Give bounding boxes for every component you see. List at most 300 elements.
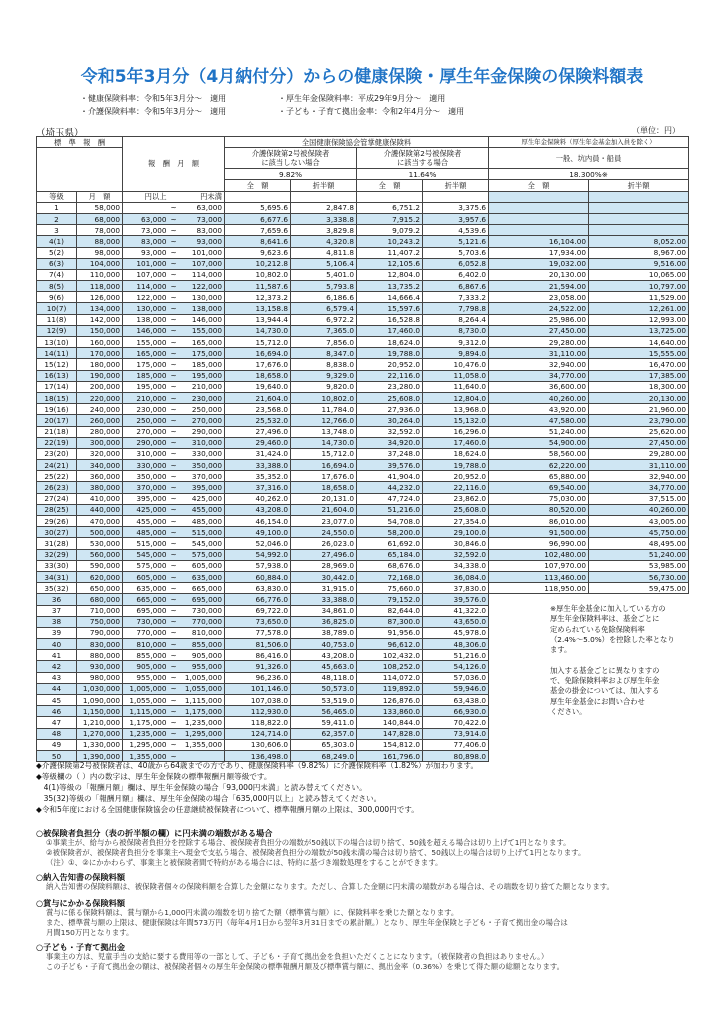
nursing-total-cell: 61,692.0 <box>357 538 423 549</box>
health-half-cell: 53,519.0 <box>291 695 357 706</box>
nursing-total-cell: 154,812.0 <box>357 739 423 750</box>
health-total-cell: 91,326.0 <box>225 661 291 672</box>
health-half-cell: 3,829.8 <box>291 225 357 236</box>
to-header: 円未満 <box>179 191 225 202</box>
salary-to-cell: 350,000 <box>179 460 225 471</box>
pension-total-cell: 17,934.00 <box>489 247 589 258</box>
health-half-cell: 65,303.0 <box>291 739 357 750</box>
health-half-cell: 21,604.0 <box>291 504 357 515</box>
salary-tilde-cell: ~ <box>170 460 177 470</box>
table-row <box>37 348 689 359</box>
standard-monthly-cell: 142,000 <box>77 314 123 325</box>
salary-tilde-cell: ~ <box>170 404 177 414</box>
grade-cell: 17(14) <box>37 381 77 392</box>
health-half-cell: 23,077.0 <box>291 516 357 527</box>
nursing-yes-header: 介護保険第2号被保険者 に該当する場合 <box>357 148 489 169</box>
salary-from-cell: 330,000 <box>123 460 169 471</box>
nursing-total-cell: 87,300.0 <box>357 616 423 627</box>
health-half-cell: 4,320.8 <box>291 236 357 247</box>
pension-total-cell: 62,220.00 <box>489 460 589 471</box>
section-body: ②被保険者が、被保険者負担分を事業主へ現金で支払う場合、被保険者負担分の端数が50銭未満の場合は切り捨て、50銭以上の場合は切り上げて1円となります。 <box>46 848 586 857</box>
grade-spacer <box>37 148 123 191</box>
table-row <box>37 314 689 325</box>
salary-to-cell: 395,000 <box>179 482 225 493</box>
nursing-total-cell: 12,105.6 <box>357 258 423 269</box>
health-total-cell: 101,146.0 <box>225 683 291 694</box>
pension-half-cell: 29,280.00 <box>589 448 689 459</box>
salary-to-cell: 122,000 <box>179 281 225 292</box>
health-total-cell: 19,640.0 <box>225 381 291 392</box>
grade-cell: 18(15) <box>37 392 77 403</box>
rate-yes-header: 11.64% <box>357 169 489 180</box>
nursing-half-cell: 59,946.0 <box>423 683 489 694</box>
section-heading: ○賞与にかかる保険料額 <box>36 898 126 908</box>
salary-tilde-cell: ~ <box>170 214 177 224</box>
pension-half-cell <box>589 739 689 750</box>
table-row <box>37 516 689 527</box>
section-body: 事業主の方は、児童手当の支給に要する費用等の一部として、子ども・子育て拠出金を負担いただくことになります。（被保険者の負担はありません。） <box>46 952 549 961</box>
health-half-cell: 43,208.0 <box>291 650 357 661</box>
nursing-half-cell: 70,422.0 <box>423 717 489 728</box>
salary-from-cell: 310,000 <box>123 448 169 459</box>
table-row <box>37 527 689 538</box>
salary-tilde-cell: ~ <box>170 706 177 716</box>
health-rate-note: ・健康保険料率：令和5年3月分～ 適用 <box>80 94 227 103</box>
salary-from-cell: 1,355,000 <box>123 750 169 761</box>
pension-half-cell: 31,110.00 <box>589 460 689 471</box>
grade-cell: 14(11) <box>37 348 77 359</box>
salary-to-cell: 230,000 <box>179 392 225 403</box>
table-row <box>37 717 689 728</box>
standard-monthly-cell: 1,150,000 <box>77 706 123 717</box>
grade-col-header: 等級 <box>37 191 77 202</box>
salary-from-cell: 350,000 <box>123 471 169 482</box>
table-row <box>37 482 689 493</box>
grade-cell: 10(7) <box>37 303 77 314</box>
nursing-half-cell: 34,338.0 <box>423 560 489 571</box>
salary-to-cell: 515,000 <box>179 527 225 538</box>
nursing-total-cell: 12,804.0 <box>357 269 423 280</box>
pension-total-cell: 36,600.00 <box>489 381 589 392</box>
standard-monthly-cell: 750,000 <box>77 616 123 627</box>
health-total-cell: 17,676.0 <box>225 359 291 370</box>
table-row <box>37 739 689 750</box>
pension-half-cell: 51,240.00 <box>589 549 689 560</box>
table-row <box>37 549 689 560</box>
nursing-rate-note: ・介護保険料率：令和5年3月分～ 適用 <box>80 107 227 116</box>
salary-to-cell: 905,000 <box>179 650 225 661</box>
pension-fund-note: ※厚生年金基金に加入している方の 厚生年金保険料率は、基金ごとに 定められている免除保険料率 （2.4%～5.0%）を控除した率となり ます。 加入する基金ごとに異なりますの で、免除保険料率および厚生年金 基金の掛金については、加入する 厚生年金基金にお問い合わせ ください。 <box>550 604 675 716</box>
salary-to-cell: 63,000 <box>179 202 225 213</box>
nursing-half-cell: 57,036.0 <box>423 672 489 683</box>
standard-monthly-cell: 1,330,000 <box>77 739 123 750</box>
grade-cell: 15(12) <box>37 359 77 370</box>
salary-to-cell: 290,000 <box>179 426 225 437</box>
blank-header <box>225 191 291 202</box>
nursing-total-cell: 41,904.0 <box>357 471 423 482</box>
health-half-cell: 14,730.0 <box>291 437 357 448</box>
salary-to-cell: 810,000 <box>179 627 225 638</box>
nursing-half-cell: 29,100.0 <box>423 527 489 538</box>
salary-tilde-cell: ~ <box>170 729 177 739</box>
grade-cell: 22(19) <box>37 437 77 448</box>
salary-from-cell: 83,000 <box>123 236 169 247</box>
grade-header: 標 準 報 酬 <box>37 137 123 148</box>
pension-total-cell: 43,920.00 <box>489 404 589 415</box>
pension-total-cell: 113,460.00 <box>489 571 589 582</box>
grade-cell: 1 <box>37 202 77 213</box>
salary-from-cell: 1,115,000 <box>123 706 169 717</box>
nursing-total-cell: 32,592.0 <box>357 426 423 437</box>
section-child <box>36 942 688 972</box>
salary-tilde-cell: ~ <box>170 292 177 302</box>
pension-total-cell: 107,970.00 <box>489 560 589 571</box>
footnote: 35(32)等級の「報酬月額」欄は、厚生年金保険の場合「635,000円以上」と読み替えてください。 <box>36 794 382 803</box>
salary-to-cell: 545,000 <box>179 538 225 549</box>
nursing-total-cell: 23,280.0 <box>357 381 423 392</box>
standard-monthly-cell: 680,000 <box>77 594 123 605</box>
health-half-cell: 45,663.0 <box>291 661 357 672</box>
standard-monthly-cell: 560,000 <box>77 549 123 560</box>
salary-from-cell: 93,000 <box>123 247 169 258</box>
grade-cell: 29(26) <box>37 516 77 527</box>
salary-from-cell: 605,000 <box>123 571 169 582</box>
salary-from-cell: 146,000 <box>123 325 169 336</box>
standard-monthly-cell: 110,000 <box>77 269 123 280</box>
nursing-total-cell: 47,724.0 <box>357 493 423 504</box>
nursing-half-cell: 6,867.6 <box>423 281 489 292</box>
salary-header: 報 酬 月 額 <box>123 137 225 192</box>
salary-tilde-cell: ~ <box>170 225 177 235</box>
from-header: 円以上 <box>123 191 169 202</box>
half-header: 折半額 <box>423 180 489 191</box>
health-total-cell: 7,659.6 <box>225 225 291 236</box>
pension-total-cell: 29,280.00 <box>489 337 589 348</box>
nursing-total-cell: 7,915.2 <box>357 213 423 224</box>
salary-from-cell: 130,000 <box>123 303 169 314</box>
nursing-total-cell: 20,952.0 <box>357 359 423 370</box>
health-half-cell: 59,411.0 <box>291 717 357 728</box>
pension-total-cell <box>489 717 589 728</box>
table-row <box>37 728 689 739</box>
table-row <box>37 571 689 582</box>
standard-monthly-cell: 126,000 <box>77 292 123 303</box>
standard-monthly-cell: 590,000 <box>77 560 123 571</box>
salary-to-cell: 83,000 <box>179 225 225 236</box>
nursing-total-cell: 19,788.0 <box>357 348 423 359</box>
pension-half-cell: 17,385.00 <box>589 370 689 381</box>
pension-half-cell: 12,261.00 <box>589 303 689 314</box>
standard-monthly-cell: 1,090,000 <box>77 695 123 706</box>
kosei-sub-header: 一般、坑内員・船員 <box>489 148 689 169</box>
nursing-half-cell: 36,084.0 <box>423 571 489 582</box>
nursing-total-cell: 119,892.0 <box>357 683 423 694</box>
grade-cell: 19(16) <box>37 404 77 415</box>
nursing-half-cell: 18,624.0 <box>423 448 489 459</box>
salary-from-cell: 855,000 <box>123 650 169 661</box>
grade-cell: 37 <box>37 605 77 616</box>
salary-tilde-cell: ~ <box>170 304 177 314</box>
pension-half-cell <box>589 717 689 728</box>
grade-cell: 9(6) <box>37 292 77 303</box>
health-total-cell: 77,578.0 <box>225 627 291 638</box>
health-half-cell: 10,802.0 <box>291 392 357 403</box>
health-total-cell: 16,694.0 <box>225 348 291 359</box>
salary-to-cell: 605,000 <box>179 560 225 571</box>
salary-from-cell: 270,000 <box>123 426 169 437</box>
standard-monthly-cell: 170,000 <box>77 348 123 359</box>
nursing-total-cell: 91,956.0 <box>357 627 423 638</box>
rate-no-header: 9.82% <box>225 169 357 180</box>
pension-half-cell: 15,555.00 <box>589 348 689 359</box>
salary-tilde-cell: ~ <box>170 415 177 425</box>
footnote: ◆等級欄の（ ）内の数字は、厚生年金保険の標準報酬月額等級です。 <box>36 772 272 781</box>
nursing-half-cell: 54,126.0 <box>423 661 489 672</box>
grade-cell: 7(4) <box>37 269 77 280</box>
salary-to-cell: 1,005,000 <box>179 672 225 683</box>
pension-half-cell: 43,005.00 <box>589 516 689 527</box>
nursing-half-cell: 51,216.0 <box>423 650 489 661</box>
health-total-cell: 21,604.0 <box>225 392 291 403</box>
grade-cell: 30(27) <box>37 527 77 538</box>
pension-half-cell: 40,260.00 <box>589 504 689 515</box>
health-total-cell: 66,776.0 <box>225 594 291 605</box>
salary-tilde-cell: ~ <box>170 717 177 727</box>
health-total-cell: 27,496.0 <box>225 426 291 437</box>
health-half-cell: 9,820.0 <box>291 381 357 392</box>
pension-total-cell: 75,030.00 <box>489 493 589 504</box>
salary-to-cell: 107,000 <box>179 258 225 269</box>
pension-half-cell <box>589 225 689 236</box>
table-row <box>37 426 689 437</box>
health-total-cell: 43,208.0 <box>225 504 291 515</box>
page-title: 令和5年3月分（4月納付分）からの健康保険・厚生年金保険の保険料額表 <box>80 67 644 87</box>
salary-to-cell: 155,000 <box>179 325 225 336</box>
grade-cell: 33(30) <box>37 560 77 571</box>
pension-rate-note: ・厚生年金保険料率：平成29年9月分～ 適用 <box>278 94 446 103</box>
section-heading: ○子ども・子育て拠出金 <box>36 942 126 952</box>
table-row <box>37 225 689 236</box>
health-half-cell: 8,838.0 <box>291 359 357 370</box>
grade-cell: 31(28) <box>37 538 77 549</box>
pension-total-cell: 47,580.00 <box>489 415 589 426</box>
table-row <box>37 269 689 280</box>
salary-to-cell: 270,000 <box>179 415 225 426</box>
health-total-cell: 81,506.0 <box>225 639 291 650</box>
health-half-cell: 5,106.4 <box>291 258 357 269</box>
grade-cell: 5(2) <box>37 247 77 258</box>
nursing-total-cell: 11,407.2 <box>357 247 423 258</box>
salary-from-cell: 770,000 <box>123 627 169 638</box>
salary-from-cell: 545,000 <box>123 549 169 560</box>
salary-to-cell: 1,355,000 <box>179 739 225 750</box>
salary-tilde-cell: ~ <box>170 471 177 481</box>
health-half-cell: 5,401.0 <box>291 269 357 280</box>
nursing-no-header: 介護保険第2号被保険者 に該当しない場合 <box>225 148 357 169</box>
health-total-cell: 18,658.0 <box>225 370 291 381</box>
grade-cell: 50 <box>37 750 77 761</box>
salary-to-cell: 138,000 <box>179 303 225 314</box>
salary-to-cell: 185,000 <box>179 359 225 370</box>
standard-monthly-cell: 150,000 <box>77 325 123 336</box>
standard-monthly-cell: 620,000 <box>77 571 123 582</box>
salary-tilde-cell: ~ <box>170 662 177 672</box>
health-half-cell: 30,442.0 <box>291 571 357 582</box>
tilde-header <box>169 191 179 202</box>
salary-from-cell: 955,000 <box>123 672 169 683</box>
table-row <box>37 292 689 303</box>
nursing-total-cell: 10,243.2 <box>357 236 423 247</box>
nursing-total-cell: 13,735.2 <box>357 281 423 292</box>
standard-monthly-cell: 380,000 <box>77 482 123 493</box>
health-half-cell: 18,658.0 <box>291 482 357 493</box>
nursing-half-cell: 73,914.0 <box>423 728 489 739</box>
health-total-cell: 86,416.0 <box>225 650 291 661</box>
table-row <box>37 404 689 415</box>
salary-tilde-cell: ~ <box>170 427 177 437</box>
total-header: 全 額 <box>357 180 423 191</box>
table-row <box>37 448 689 459</box>
salary-from-cell: 250,000 <box>123 415 169 426</box>
pension-total-cell <box>489 225 589 236</box>
kosei-header: 厚生年金保険料（厚生年金基金加入員を除く） <box>489 137 689 148</box>
salary-tilde-cell: ~ <box>170 315 177 325</box>
table-row <box>37 471 689 482</box>
pension-half-cell: 9,516.00 <box>589 258 689 269</box>
pension-total-cell: 80,520.00 <box>489 504 589 515</box>
child-rate-note: ・子ども・子育て拠出金率：令和2年4月分～ 適用 <box>278 107 465 116</box>
pension-total-cell: 23,058.00 <box>489 292 589 303</box>
health-half-cell: 56,465.0 <box>291 706 357 717</box>
salary-from-cell: 122,000 <box>123 292 169 303</box>
nursing-total-cell: 16,528.8 <box>357 314 423 325</box>
table-row <box>37 247 689 258</box>
salary-from-cell: 230,000 <box>123 404 169 415</box>
health-half-cell: 6,186.6 <box>291 292 357 303</box>
footnote: ◆令和5年度における全国健康保険協会の任意継続被保険者について、標準報酬月額の上限は、300,000円です。 <box>36 805 419 814</box>
salary-tilde-cell: ~ <box>170 628 177 638</box>
health-total-cell: 60,884.0 <box>225 571 291 582</box>
pension-half-cell: 21,960.00 <box>589 404 689 415</box>
salary-tilde-cell: ~ <box>170 326 177 336</box>
nursing-half-cell: 13,968.0 <box>423 404 489 415</box>
pension-half-cell <box>589 213 689 224</box>
health-total-cell: 96,236.0 <box>225 672 291 683</box>
pension-total-cell: 19,032.00 <box>489 258 589 269</box>
standard-monthly-cell: 78,000 <box>77 225 123 236</box>
pension-total-cell: 16,104.00 <box>489 236 589 247</box>
pension-total-cell: 40,260.00 <box>489 392 589 403</box>
standard-monthly-cell: 360,000 <box>77 471 123 482</box>
half-header: 折半額 <box>589 180 689 191</box>
pension-half-cell <box>589 728 689 739</box>
standard-monthly-cell: 650,000 <box>77 583 123 594</box>
salary-from-cell: 810,000 <box>123 639 169 650</box>
pension-half-cell: 25,620.00 <box>589 426 689 437</box>
salary-to-cell: 730,000 <box>179 605 225 616</box>
grade-cell: 26(23) <box>37 482 77 493</box>
health-half-cell: 34,861.0 <box>291 605 357 616</box>
pension-half-cell: 12,993.00 <box>589 314 689 325</box>
grade-cell: 35(32) <box>37 583 77 594</box>
standard-monthly-cell: 790,000 <box>77 627 123 638</box>
nursing-total-cell: 102,432.0 <box>357 650 423 661</box>
standard-monthly-cell: 160,000 <box>77 337 123 348</box>
health-half-cell: 36,825.0 <box>291 616 357 627</box>
nursing-total-cell: 9,079.2 <box>357 225 423 236</box>
section-body: この子ども・子育て拠出金の額は、被保険者個々の厚生年金保険の標準報酬月額及び標準賞与額に、拠出金率（0.36%）を乗じて得た額の総額となります。 <box>46 962 565 971</box>
standard-monthly-cell: 68,000 <box>77 213 123 224</box>
standard-monthly-cell: 410,000 <box>77 493 123 504</box>
pension-half-cell: 10,797.00 <box>589 281 689 292</box>
health-half-cell: 27,496.0 <box>291 549 357 560</box>
nursing-half-cell: 17,460.0 <box>423 437 489 448</box>
nursing-total-cell: 17,460.0 <box>357 325 423 336</box>
salary-tilde-cell: ~ <box>170 483 177 493</box>
salary-tilde-cell: ~ <box>170 695 177 705</box>
salary-tilde-cell: ~ <box>170 281 177 291</box>
blank-header <box>291 191 357 202</box>
pension-total-cell: 31,110.00 <box>489 348 589 359</box>
health-total-cell: 11,587.6 <box>225 281 291 292</box>
salary-tilde-cell: ~ <box>170 550 177 560</box>
nursing-half-cell: 6,052.8 <box>423 258 489 269</box>
pension-total-cell <box>489 202 589 213</box>
salary-from-cell: 73,000 <box>123 225 169 236</box>
rate-notes <box>80 92 464 118</box>
table-row <box>37 370 689 381</box>
salary-to-cell: 310,000 <box>179 437 225 448</box>
salary-to-cell: 165,000 <box>179 337 225 348</box>
salary-tilde-cell: ~ <box>170 617 177 627</box>
nursing-total-cell: 65,184.0 <box>357 549 423 560</box>
health-total-cell: 54,992.0 <box>225 549 291 560</box>
nursing-half-cell: 11,640.0 <box>423 381 489 392</box>
pension-half-cell: 16,470.00 <box>589 359 689 370</box>
nursing-total-cell: 34,920.0 <box>357 437 423 448</box>
grade-cell: 39 <box>37 627 77 638</box>
salary-tilde-cell: ~ <box>170 449 177 459</box>
salary-from-cell: 730,000 <box>123 616 169 627</box>
nursing-total-cell: 96,612.0 <box>357 639 423 650</box>
pension-total-cell: 21,594.00 <box>489 281 589 292</box>
table-row <box>37 359 689 370</box>
pension-half-cell: 53,985.00 <box>589 560 689 571</box>
health-total-cell: 31,424.0 <box>225 448 291 459</box>
grade-cell: 47 <box>37 717 77 728</box>
nursing-half-cell: 80,898.0 <box>423 750 489 761</box>
pension-total-cell: 24,522.00 <box>489 303 589 314</box>
section-body: また、標準賞与額の上限は、健康保険は年間573万円（毎年4月1日から翌年3月31日までの累計額。）となり、厚生年金保険と子ども・子育て拠出金の場合は <box>46 918 568 927</box>
standard-monthly-cell: 470,000 <box>77 516 123 527</box>
health-total-cell: 5,695.6 <box>225 202 291 213</box>
table-row <box>37 325 689 336</box>
salary-tilde-cell: ~ <box>170 348 177 358</box>
salary-from-cell: 1,175,000 <box>123 717 169 728</box>
standard-monthly-cell: 340,000 <box>77 460 123 471</box>
nursing-total-cell: 25,608.0 <box>357 392 423 403</box>
grade-cell: 48 <box>37 728 77 739</box>
salary-tilde-cell: ~ <box>170 438 177 448</box>
nursing-total-cell: 27,936.0 <box>357 404 423 415</box>
health-half-cell: 2,847.8 <box>291 202 357 213</box>
health-total-cell: 69,722.0 <box>225 605 291 616</box>
pension-total-cell <box>489 728 589 739</box>
standard-monthly-cell: 300,000 <box>77 437 123 448</box>
salary-to-cell: 250,000 <box>179 404 225 415</box>
salary-from-cell: 165,000 <box>123 348 169 359</box>
nursing-total-cell: 114,072.0 <box>357 672 423 683</box>
